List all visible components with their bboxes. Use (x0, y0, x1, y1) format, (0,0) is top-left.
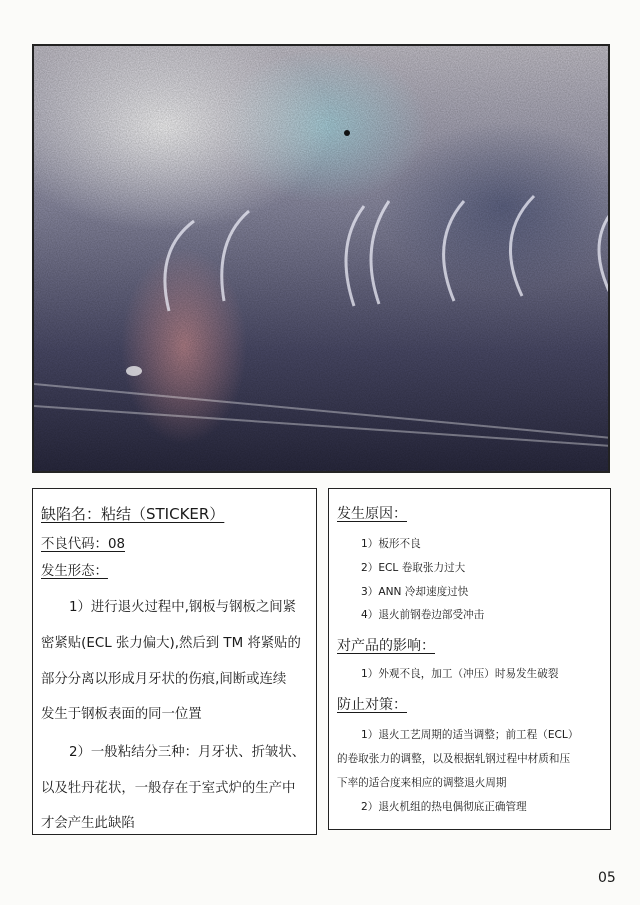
measure-line: 下率的适合度来相应的调整退火周期 (337, 777, 507, 789)
form-line: 以及牡丹花状，一般存在于室式炉的生产中 (41, 781, 296, 796)
measure-line: 的卷取张力的调整，以及根据轧钢过程中材质和压 (337, 753, 571, 765)
measure-line: 2）退火机组的热电偶彻底正确管理 (361, 801, 527, 813)
form-line: 密紧贴(ECL 张力偏大),然后到 TM 将紧贴的 (41, 636, 301, 651)
measure-line: 1）退火工艺周期的适当调整；前工程（ECL） (361, 729, 579, 741)
steel-surface-image (34, 46, 610, 473)
cause-item: 2）ECL 卷取张力过大 (361, 562, 466, 574)
form-line: 2）一般粘结分三种：月牙状、折皱状、 (69, 745, 306, 760)
form-line: 才会产生此缺陷 (41, 816, 135, 831)
cause-countermeasure-panel (328, 488, 611, 830)
form-line: 发生于钢板表面的同一位置 (41, 707, 202, 722)
impact-heading: 对产品的影响： (337, 638, 435, 654)
defect-code: 不良代码：08 (41, 537, 125, 552)
page-number: 05 (598, 870, 616, 886)
defect-description-panel (32, 488, 317, 835)
cause-item: 4）退火前钢卷边部受冲击 (361, 609, 485, 621)
form-line: 部分分离以形成月牙状的伤痕,间断或连续 (41, 672, 287, 687)
defect-photo (32, 44, 610, 473)
form-heading: 发生形态： (41, 564, 108, 579)
cause-heading: 发生原因： (337, 506, 407, 522)
impact-item: 1）外观不良，加工（冲压）时易发生破裂 (361, 668, 559, 680)
form-line: 1）进行退火过程中,钢板与钢板之间紧 (69, 600, 297, 615)
cause-item: 1）板形不良 (361, 538, 421, 550)
measure-heading: 防止对策： (337, 697, 407, 713)
defect-name: 缺陷名：粘结（STICKER） (41, 505, 225, 523)
cause-item: 3）ANN 冷却速度过快 (361, 586, 469, 598)
